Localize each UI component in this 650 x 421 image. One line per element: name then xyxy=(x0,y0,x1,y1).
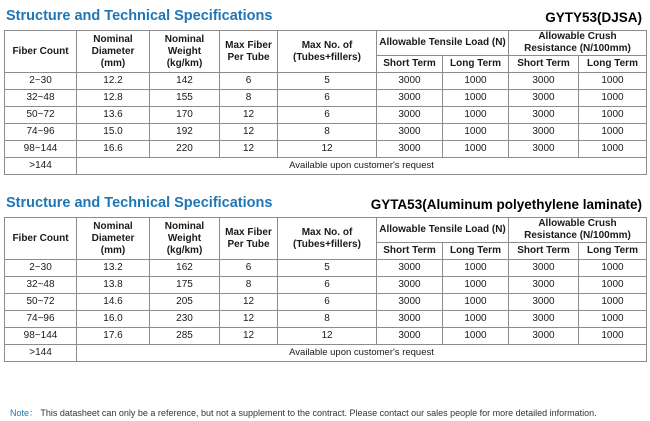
max-tubes-cell: 5 xyxy=(278,73,377,90)
crush-short-cell: 3000 xyxy=(509,73,579,90)
max-tubes-cell: 5 xyxy=(278,260,377,277)
max-fiber-cell: 12 xyxy=(220,311,278,328)
note-text: This datasheet can only be a reference, but not a supplement to the contract. Please contact our sales people for more detailed information. xyxy=(40,408,597,418)
crush-long-cell: 1000 xyxy=(579,73,647,90)
crush-short-cell: 3000 xyxy=(509,107,579,124)
availability-note: Available upon customer's request xyxy=(77,345,647,362)
tensile-short-cell: 3000 xyxy=(377,107,443,124)
table-row xyxy=(5,107,647,124)
table-row xyxy=(5,141,647,158)
table-row xyxy=(5,277,647,294)
crush-long-cell: 1000 xyxy=(579,311,647,328)
header-tensile-long: Long Term xyxy=(443,56,509,73)
header-weight: Nominal Weight (kg/km) xyxy=(150,218,220,260)
crush-short-cell: 3000 xyxy=(509,328,579,345)
fiber-count-cell: 2~30 xyxy=(5,260,77,277)
table-row xyxy=(5,90,647,107)
crush-short-cell: 3000 xyxy=(509,294,579,311)
header-weight: Nominal Weight (kg/km) xyxy=(150,31,220,73)
tensile-long-cell: 1000 xyxy=(443,311,509,328)
table-row xyxy=(5,124,647,141)
diameter-cell: 17.6 xyxy=(77,328,150,345)
table-body xyxy=(5,260,647,345)
header-tensile-short: Short Term xyxy=(377,56,443,73)
header-tensile-short: Short Term xyxy=(377,243,443,260)
table-body xyxy=(5,73,647,158)
crush-long-cell: 1000 xyxy=(579,90,647,107)
tensile-long-cell: 1000 xyxy=(443,73,509,90)
crush-long-cell: 1000 xyxy=(579,277,647,294)
tensile-long-cell: 1000 xyxy=(443,90,509,107)
weight-cell: 170 xyxy=(150,107,220,124)
tensile-short-cell: 3000 xyxy=(377,141,443,158)
diameter-cell: 16.6 xyxy=(77,141,150,158)
model-name: GYTY53(DJSA) xyxy=(545,10,642,25)
tensile-short-cell: 3000 xyxy=(377,124,443,141)
fiber-count-cell: 74~96 xyxy=(5,311,77,328)
crush-long-cell: 1000 xyxy=(579,107,647,124)
header-max-fiber: Max Fiber Per Tube xyxy=(220,31,278,73)
table-row xyxy=(5,260,647,277)
table-row xyxy=(5,311,647,328)
weight-cell: 142 xyxy=(150,73,220,90)
fiber-count-cell: >144 xyxy=(5,158,77,175)
crush-long-cell: 1000 xyxy=(579,294,647,311)
max-tubes-cell: 12 xyxy=(278,141,377,158)
weight-cell: 285 xyxy=(150,328,220,345)
tensile-short-cell: 3000 xyxy=(377,260,443,277)
diameter-cell: 16.0 xyxy=(77,311,150,328)
diameter-cell: 13.8 xyxy=(77,277,150,294)
crush-long-cell: 1000 xyxy=(579,141,647,158)
weight-cell: 155 xyxy=(150,90,220,107)
fiber-count-cell: 98~144 xyxy=(5,328,77,345)
model-name: GYTA53(Aluminum polyethylene laminate) xyxy=(370,197,642,212)
max-tubes-cell: 8 xyxy=(278,124,377,141)
fiber-count-cell: 50~72 xyxy=(5,107,77,124)
tensile-long-cell: 1000 xyxy=(443,124,509,141)
header-tensile: Allowable Tensile Load (N) xyxy=(377,218,509,243)
diameter-cell: 14.6 xyxy=(77,294,150,311)
crush-long-cell: 1000 xyxy=(579,328,647,345)
header-crush-long: Long Term xyxy=(579,243,647,260)
table-row xyxy=(5,328,647,345)
diameter-cell: 12.8 xyxy=(77,90,150,107)
fiber-count-cell: 50~72 xyxy=(5,294,77,311)
weight-cell: 205 xyxy=(150,294,220,311)
header-crush-short: Short Term xyxy=(509,56,579,73)
fiber-count-cell: 74~96 xyxy=(5,124,77,141)
tensile-long-cell: 1000 xyxy=(443,260,509,277)
note-label: Note： xyxy=(10,408,39,418)
crush-short-cell: 3000 xyxy=(509,311,579,328)
header-crush: Allowable Crush Resistance (N/100mm) xyxy=(509,218,647,243)
table-row xyxy=(5,294,647,311)
crush-short-cell: 3000 xyxy=(509,90,579,107)
max-fiber-cell: 12 xyxy=(220,141,278,158)
header-diameter: Nominal Diameter (mm) xyxy=(77,218,150,260)
fiber-count-cell: 32~48 xyxy=(5,90,77,107)
max-tubes-cell: 6 xyxy=(278,90,377,107)
header-crush-long: Long Term xyxy=(579,56,647,73)
section-title: Structure and Technical Specifications xyxy=(6,195,273,211)
weight-cell: 175 xyxy=(150,277,220,294)
availability-note: Available upon customer's request xyxy=(77,158,647,175)
weight-cell: 162 xyxy=(150,260,220,277)
table-row-request xyxy=(5,345,647,362)
max-tubes-cell: 12 xyxy=(278,328,377,345)
section-header xyxy=(4,6,646,30)
tensile-short-cell: 3000 xyxy=(377,73,443,90)
header-tensile-long: Long Term xyxy=(443,243,509,260)
section-header xyxy=(4,193,646,217)
spec-section-gyty53 xyxy=(4,6,646,175)
max-fiber-cell: 8 xyxy=(220,90,278,107)
max-fiber-cell: 6 xyxy=(220,260,278,277)
max-tubes-cell: 6 xyxy=(278,277,377,294)
tensile-long-cell: 1000 xyxy=(443,328,509,345)
max-fiber-cell: 6 xyxy=(220,73,278,90)
header-crush: Allowable Crush Resistance (N/100mm) xyxy=(509,31,647,56)
fiber-count-cell: 98~144 xyxy=(5,141,77,158)
tensile-long-cell: 1000 xyxy=(443,107,509,124)
tensile-long-cell: 1000 xyxy=(443,141,509,158)
spec-section-gyta53 xyxy=(4,193,646,362)
crush-short-cell: 3000 xyxy=(509,260,579,277)
header-max-no: Max No. of (Tubes+fillers) xyxy=(278,218,377,260)
fiber-count-cell: >144 xyxy=(5,345,77,362)
tensile-long-cell: 1000 xyxy=(443,294,509,311)
section-title: Structure and Technical Specifications xyxy=(6,8,273,24)
table-row-request xyxy=(5,158,647,175)
tensile-short-cell: 3000 xyxy=(377,294,443,311)
max-fiber-cell: 12 xyxy=(220,294,278,311)
weight-cell: 230 xyxy=(150,311,220,328)
header-max-fiber: Max Fiber Per Tube xyxy=(220,218,278,260)
fiber-count-cell: 32~48 xyxy=(5,277,77,294)
diameter-cell: 13.2 xyxy=(77,260,150,277)
tensile-long-cell: 1000 xyxy=(443,277,509,294)
max-tubes-cell: 6 xyxy=(278,294,377,311)
crush-short-cell: 3000 xyxy=(509,124,579,141)
diameter-cell: 13.6 xyxy=(77,107,150,124)
tensile-short-cell: 3000 xyxy=(377,277,443,294)
tensile-short-cell: 3000 xyxy=(377,311,443,328)
header-max-no: Max No. of (Tubes+fillers) xyxy=(278,31,377,73)
spec-table xyxy=(4,217,647,362)
tensile-short-cell: 3000 xyxy=(377,90,443,107)
footer-note xyxy=(10,406,597,419)
header-tensile: Allowable Tensile Load (N) xyxy=(377,31,509,56)
max-fiber-cell: 12 xyxy=(220,124,278,141)
header-crush-short: Short Term xyxy=(509,243,579,260)
max-tubes-cell: 8 xyxy=(278,311,377,328)
max-fiber-cell: 12 xyxy=(220,107,278,124)
fiber-count-cell: 2~30 xyxy=(5,73,77,90)
spec-table xyxy=(4,30,647,175)
header-fiber-count: Fiber Count xyxy=(5,218,77,260)
crush-short-cell: 3000 xyxy=(509,141,579,158)
weight-cell: 220 xyxy=(150,141,220,158)
diameter-cell: 15.0 xyxy=(77,124,150,141)
crush-long-cell: 1000 xyxy=(579,260,647,277)
max-fiber-cell: 12 xyxy=(220,328,278,345)
weight-cell: 192 xyxy=(150,124,220,141)
table-row xyxy=(5,73,647,90)
header-fiber-count: Fiber Count xyxy=(5,31,77,73)
crush-long-cell: 1000 xyxy=(579,124,647,141)
diameter-cell: 12.2 xyxy=(77,73,150,90)
tensile-short-cell: 3000 xyxy=(377,328,443,345)
crush-short-cell: 3000 xyxy=(509,277,579,294)
max-fiber-cell: 8 xyxy=(220,277,278,294)
max-tubes-cell: 6 xyxy=(278,107,377,124)
header-diameter: Nominal Diameter (mm) xyxy=(77,31,150,73)
